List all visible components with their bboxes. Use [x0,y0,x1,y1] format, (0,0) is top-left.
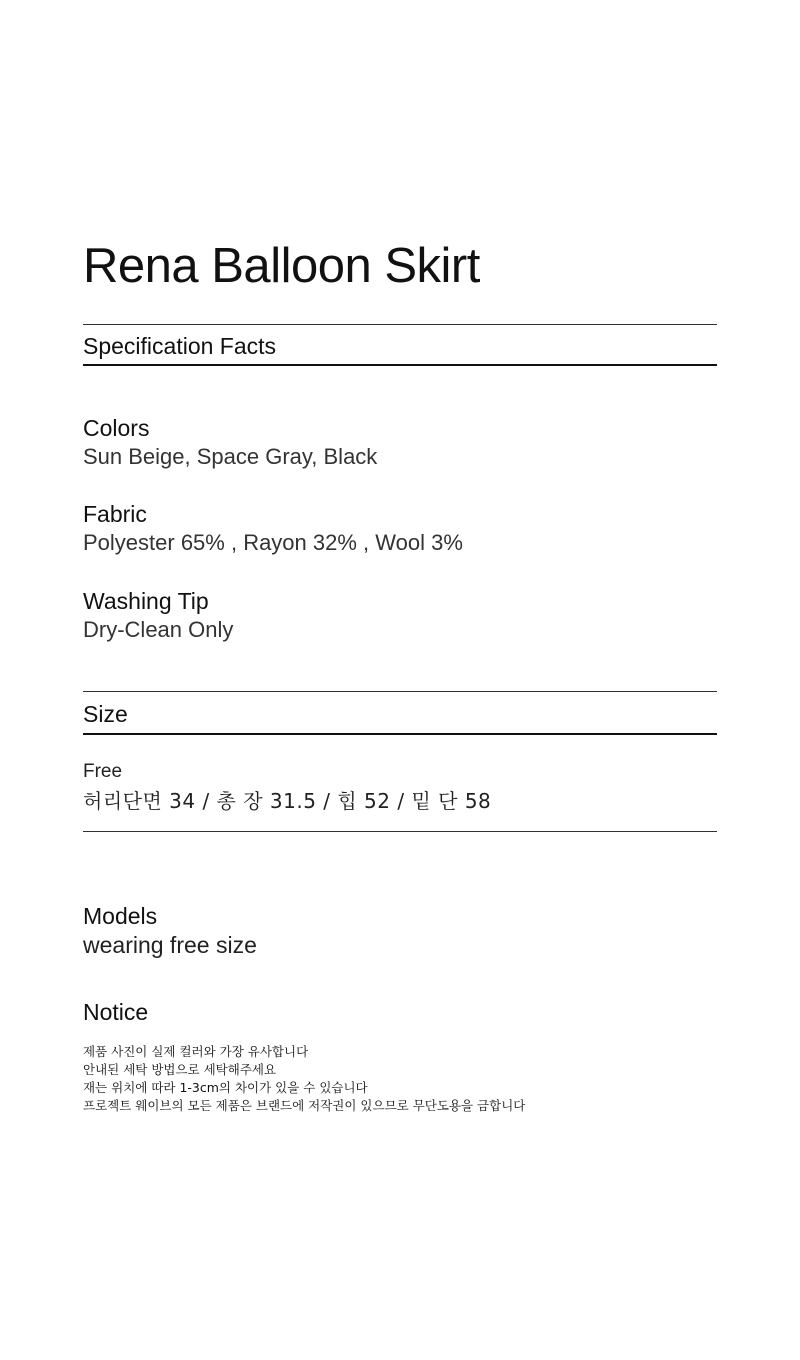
spec-section-heading: Specification Facts [83,333,277,359]
divider [83,324,717,325]
size-measurements: 허리단면 34 / 총 장 31.5 / 힙 52 / 밑 단 58 [83,789,492,813]
divider [83,733,717,735]
divider [83,691,717,692]
washing-tip-label: Washing Tip [83,588,209,614]
notice-line: 프로젝트 웨이브의 모든 제품은 브랜드에 저작권이 있으므로 무단도용을 금합니다 [83,1098,526,1113]
notice-label: Notice [83,999,149,1025]
fabric-value: Polyester 65% , Rayon 32% , Wool 3% [83,530,463,555]
models-value: wearing free size [83,932,257,958]
size-name: Free [83,761,123,782]
colors-value: Sun Beige, Space Gray, Black [83,444,378,469]
notice-line: 재는 위치에 따라 1-3cm의 차이가 있을 수 있습니다 [83,1080,368,1095]
models-label: Models [83,903,158,929]
notice-line: 안내된 세탁 방법으로 세탁해주세요 [83,1062,277,1077]
notice-list [83,1043,525,1115]
washing-tip-value: Dry-Clean Only [83,617,234,642]
notice-line: 제품 사진이 실제 컬러와 가장 유사합니다 [83,1044,309,1059]
divider [83,831,717,832]
product-title: Rena Balloon Skirt [83,239,480,293]
colors-label: Colors [83,415,150,441]
divider [83,364,717,366]
fabric-label: Fabric [83,501,147,527]
size-section-heading: Size [83,701,128,727]
